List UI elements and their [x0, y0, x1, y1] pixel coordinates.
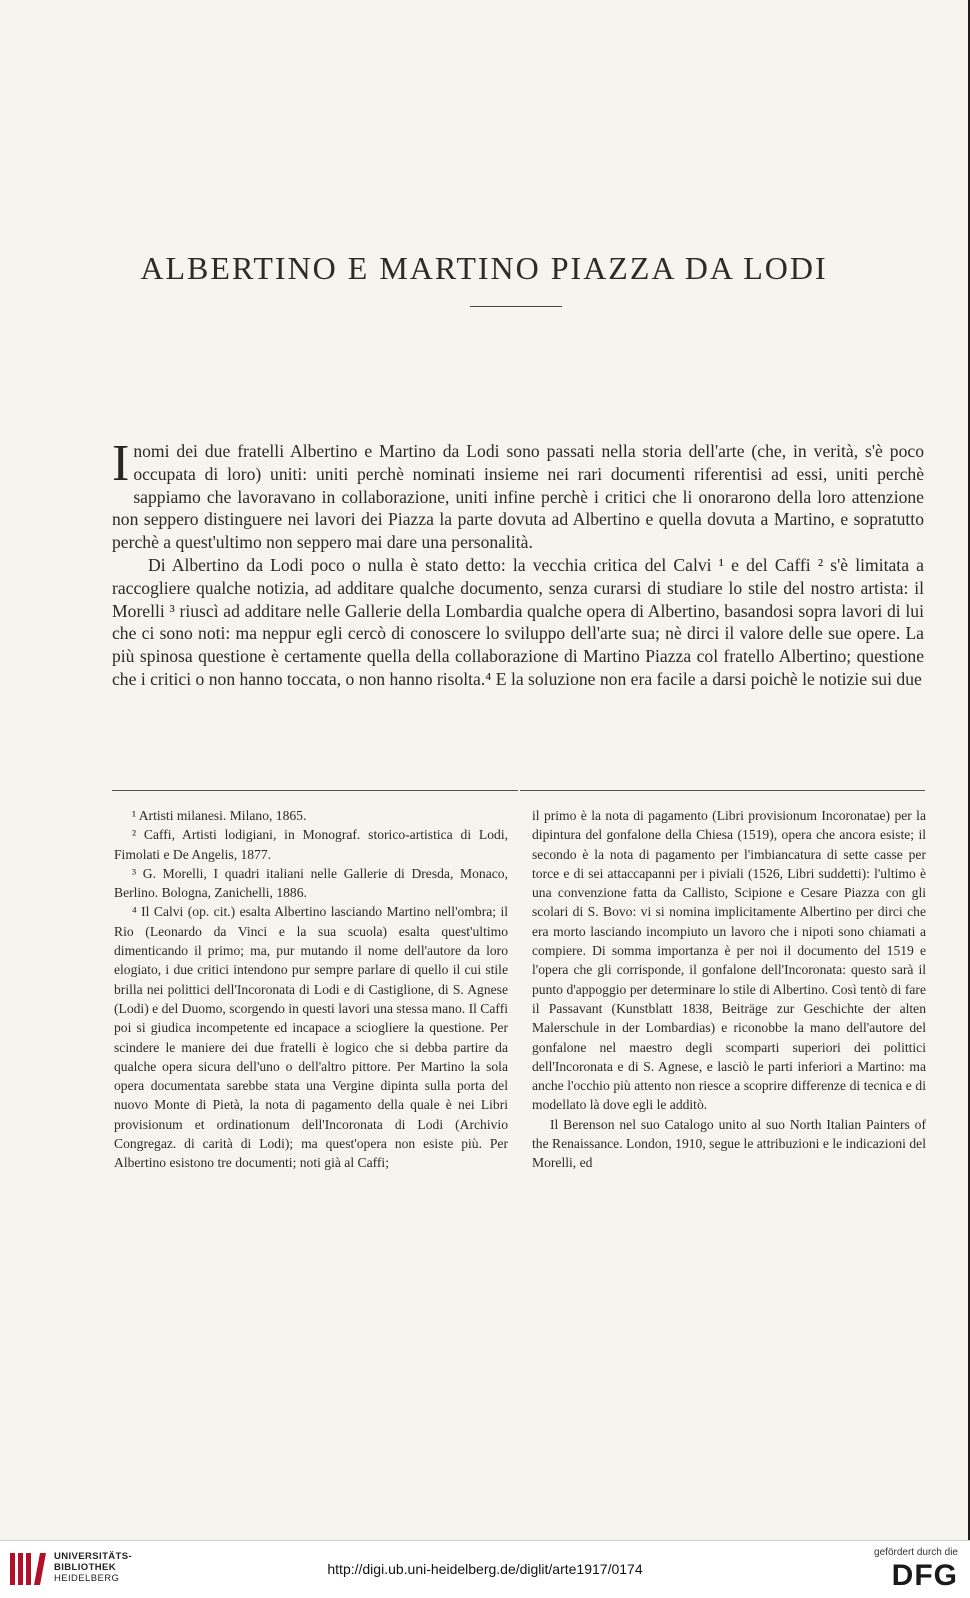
dfg-logo-icon: DFG	[891, 1559, 958, 1592]
drop-cap: I	[112, 435, 130, 492]
footnote-3: ³ G. Morelli, I quadri italiani nelle Gallerie di Dresda, Monaco, Berlino. Bologna, Zanichelli, 1886.	[114, 865, 508, 901]
institution-name: UNIVERSITÄTS- BIBLIOTHEK HEIDELBERG	[54, 1551, 133, 1584]
footnote-2: ² Caffi, Artisti lodigiani, in Monograf. storico-artistica di Lodi, Fimolati e De Angelis, 1877.	[114, 827, 508, 862]
article-body	[112, 435, 924, 691]
sponsor-caption: gefördert durch die	[874, 1547, 958, 1558]
footnote-4-continued: il primo è la nota di pagamento (Libri provisionum Incoronatae) per la dipintura del gonfalone della Chiesa (1519), opera che ancora esiste; il secondo è la nota di pagamento per l'imbiancatura di sette casse per torce e di sei attaccapanni per i piviali (1526, Libri suddetti): l'ultimo è una convenzione fatta da Callisto, Scipione e Cesare Piazza con gli scolari di S. Bovo: vi si nomina implicitamente Albertino per dirci che era morto lasciando incompiuto un lavoro che i nipoti sono chiamati a compiere. Di somma importanza è per noi il documento del 1519 e l'opera che gli corrisponde, il gonfalone dell'Incoronata: questo sarà il punto d'appoggio per determinare lo stile di Albertino. Così tentò di fare il Passavant (Kunstblatt 1838, Beiträge zur Geschichte der alten Malerschule in der Lombardias) e riconobbe la mano dell'autore del gonfalone nel maestro degli scomparti superiori dei polittici dell'Incoronata e di S. Agnese, e lasciò le parti inferiori a Martino: ma anche l'occhio più attento non riesce a scoprire differenze di tecnica e di modellato là dove egli le additò.	[532, 808, 926, 1113]
title-divider	[470, 306, 562, 307]
article-title: ALBERTINO E MARTINO PIAZZA DA LODI	[140, 250, 828, 286]
permalink-url[interactable]: http://digi.ub.uni-heidelberg.de/diglit/arte1917/0174	[327, 1561, 643, 1577]
footnote-4: ⁴ Il Calvi (op. cit.) esalta Albertino lasciando Martino nell'ombra; il Rio (Leonardo da Vinci e la sua scuola) esalta quest'ultimo dimenticando il primo; ma, pur mutando il nome dell'autore da loro elogiato, i due critici intendono pur sempre parlare di quello il cui stile brilla nei polittici dell'Incoronata di Lodi e di Castiglione, di S. Agnese (Lodi) e del Duomo, scorgendo in questi lavori una stessa mano. Il Caffi poi si giudica incompetente ed incapace a sciogliere la questione. Per scindere le maniere dei due fratelli è logico che si debba partire da qualche opera sicura dell'uno o dell'altro pittore. Per Martino la sola opera documentata sarebbe stata una Vergine dipinta sulla porta del nuovo Monte di Pietà, la nota di pagamento della quale è nei Libri provisionum et ordinationum dell'Incoronata di Lodi (Archivio Congregaz. di carità di Lodi); ma quest'opera non esiste più. Per Albertino esistono tre documenti; noti già al Caffi;	[114, 904, 508, 1171]
footnote-1: ¹ Artisti milanesi. Milano, 1865.	[132, 808, 307, 823]
paragraph-1	[112, 435, 924, 554]
digitization-footer	[0, 1540, 970, 1598]
footnote-divider-left	[112, 790, 518, 791]
footnotes-left-column	[114, 806, 508, 1173]
footnote-divider-right	[520, 790, 925, 791]
paragraph-2: Di Albertino da Lodi poco o nulla è stato detto: la vecchia critica del Calvi ¹ e del Caffi ² s'è limitata a raccogliere qualche notizia, ad additare qualche documento, senza curarsi di studiare lo stile del nostro artista: il Morelli ³ riuscì ad additare nelle Gallerie della Lombardia qualche opera di Albertino, basandosi sopra lavori di lui che ci sono noti: ma neppur egli cercò di conoscere lo sviluppo dell'arte sua; nè dirci il valore delle sue opere. La più spinosa questione è certamente quella della collaborazione di Martino Piazza col fratello Albertino; questione che i critici o non hanno toccata, o non hanno risolta.⁴ E la soluzione non era facile a darsi poichè le notizie sui due	[112, 554, 924, 689]
footnotes-right-column	[532, 806, 926, 1173]
paragraph-1-text: nomi dei due fratelli Albertino e Martino da Lodi sono passati nella storia dell'arte (che, in verità, s'è poco occupata di loro) uniti: uniti perchè nominati insieme nei rari documenti riferentisi ad essi, uniti perchè sappiamo che lavoravano in collaborazione, uniti infine perchè i critici che li onorarono della loro attenzione non seppero distinguere nei lavori dei Piazza la parte dovuta ad Albertino e quella dovuta a Martino, e sopratutto perchè a quest'ultimo non seppero mai dare una personalità.	[112, 441, 924, 553]
footnote-4-last-paragraph: Il Berenson nel suo Catalogo unito al suo North Italian Painters of the Renaissance. London, 1910, segue le attribuzioni e le indicazioni del Morelli, ed	[532, 1116, 926, 1171]
